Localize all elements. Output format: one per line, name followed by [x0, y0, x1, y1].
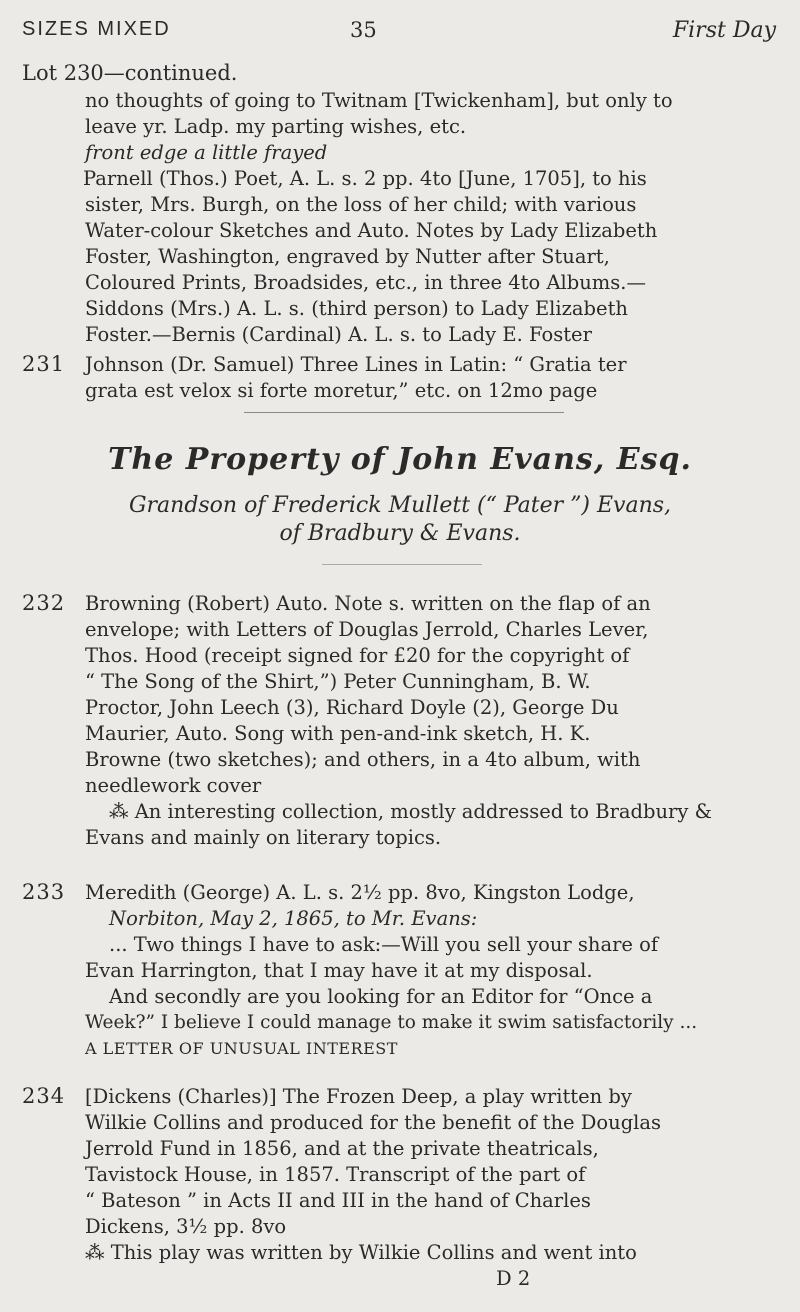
section-divider — [322, 564, 482, 565]
section-divider — [244, 412, 564, 413]
lot-233-body — [85, 880, 697, 1062]
header-day-label: First Day — [672, 18, 776, 43]
lot-number: 233 — [22, 880, 66, 904]
lot-234-line: Dickens, 3½ pp. 8vo — [85, 1215, 287, 1238]
lot-233-line: ... Two things I have to ask:—Will you sell your share of — [109, 933, 659, 956]
lot-230-body — [85, 88, 673, 348]
lot-232-line: needlework cover — [85, 774, 262, 797]
lot-230-heading: Lot 230—continued. — [22, 61, 238, 85]
lot-number: 231 — [22, 352, 66, 376]
lot-231-line: grata est velox si forte moretur,” etc. on 12mo page — [85, 379, 598, 402]
lot-232-line: Browne (two sketches); and others, in a 4to album, with — [85, 748, 641, 771]
lot-232-line: Maurier, Auto. Song with pen-and-ink sketch, H. K. — [85, 722, 591, 745]
lot-232-body — [85, 591, 712, 851]
signature-mark: D 2 — [496, 1267, 531, 1290]
lot-230-line: Foster.—Bernis (Cardinal) A. L. s. to Lady E. Foster — [85, 323, 592, 346]
property-subtitle-line: Grandson of Frederick Mullett (“ Pater ”) Evans, — [128, 493, 672, 518]
lot-230-line: no thoughts of going to Twitnam [Twickenham], but only to — [85, 89, 673, 112]
lot-233-line: Meredith (George) A. L. s. 2½ pp. 8vo, Kingston Lodge, — [85, 881, 635, 904]
lot-231-body — [85, 352, 627, 404]
lot-number: 232 — [22, 591, 66, 615]
lot-233-line: Week?” I believe I could manage to make it swim satisfactorily ... — [85, 1012, 698, 1033]
lot-230-line: Foster, Washington, engraved by Nutter after Stuart, — [85, 245, 610, 268]
lot-230-line: Siddons (Mrs.) A. L. s. (third person) to Lady Elizabeth — [85, 297, 628, 320]
lot-234-line: Tavistock House, in 1857. Transcript of the part of — [85, 1163, 586, 1186]
lot-233-emphasis: A LETTER OF UNUSUAL INTEREST — [85, 1039, 398, 1058]
lot-230-line: leave yr. Ladp. my parting wishes, etc. — [85, 115, 467, 138]
lot-232-line: “ The Song of the Shirt,”) Peter Cunningham, B. W. — [85, 670, 591, 693]
lot-230-line: Coloured Prints, Broadsides, etc., in three 4to Albums.— — [85, 271, 647, 294]
lot-234-note: ⁂ This play was written by Wilkie Collins and went into — [85, 1241, 637, 1264]
page-number: 35 — [350, 18, 377, 42]
lot-232-line: Proctor, John Leech (3), Richard Doyle (2), George Du — [85, 696, 619, 719]
header-section-label: SIZES MIXED — [22, 18, 171, 40]
property-title: The Property of John Evans, Esq. — [108, 442, 692, 477]
lot-234-line: Jerrold Fund in 1856, and at the private theatricals, — [85, 1137, 599, 1160]
lot-230-line: sister, Mrs. Burgh, on the loss of her child; with various — [85, 193, 637, 216]
lot-number: 234 — [22, 1084, 66, 1108]
lot-230-line: front edge a little frayed — [85, 141, 328, 164]
lot-232-note: Evans and mainly on literary topics. — [85, 826, 442, 849]
lot-232-note: ⁂ An interesting collection, mostly addressed to Bradbury & — [109, 800, 712, 823]
running-header — [22, 18, 778, 48]
lot-230-line: Parnell (Thos.) Poet, A. L. s. 2 pp. 4to [June, 1705], to his — [83, 167, 647, 190]
lot-230-line: Water-colour Sketches and Auto. Notes by Lady Elizabeth — [85, 219, 658, 242]
lot-233-line: Norbiton, May 2, 1865, to Mr. Evans: — [109, 907, 478, 930]
lot-234-body — [85, 1084, 661, 1266]
property-subtitle — [0, 492, 800, 548]
lot-231-line: Johnson (Dr. Samuel) Three Lines in Latin: “ Gratia ter — [85, 353, 627, 376]
lot-233-line: And secondly are you looking for an Editor for “Once a — [109, 985, 653, 1008]
lot-234-line: Wilkie Collins and produced for the benefit of the Douglas — [85, 1111, 662, 1134]
lot-233-line: Evan Harrington, that I may have it at my disposal. — [85, 959, 593, 982]
lot-232-line: Browning (Robert) Auto. Note s. written on the flap of an — [85, 592, 651, 615]
lot-234-line: “ Bateson ” in Acts II and III in the hand of Charles — [85, 1189, 591, 1212]
lot-232-line: envelope; with Letters of Douglas Jerrold, Charles Lever, — [85, 618, 649, 641]
lot-232-line: Thos. Hood (receipt signed for £20 for the copyright of — [85, 644, 630, 667]
property-subtitle-line: of Bradbury & Evans. — [279, 521, 521, 546]
lot-234-line: [Dickens (Charles)] The Frozen Deep, a play written by — [85, 1085, 632, 1108]
